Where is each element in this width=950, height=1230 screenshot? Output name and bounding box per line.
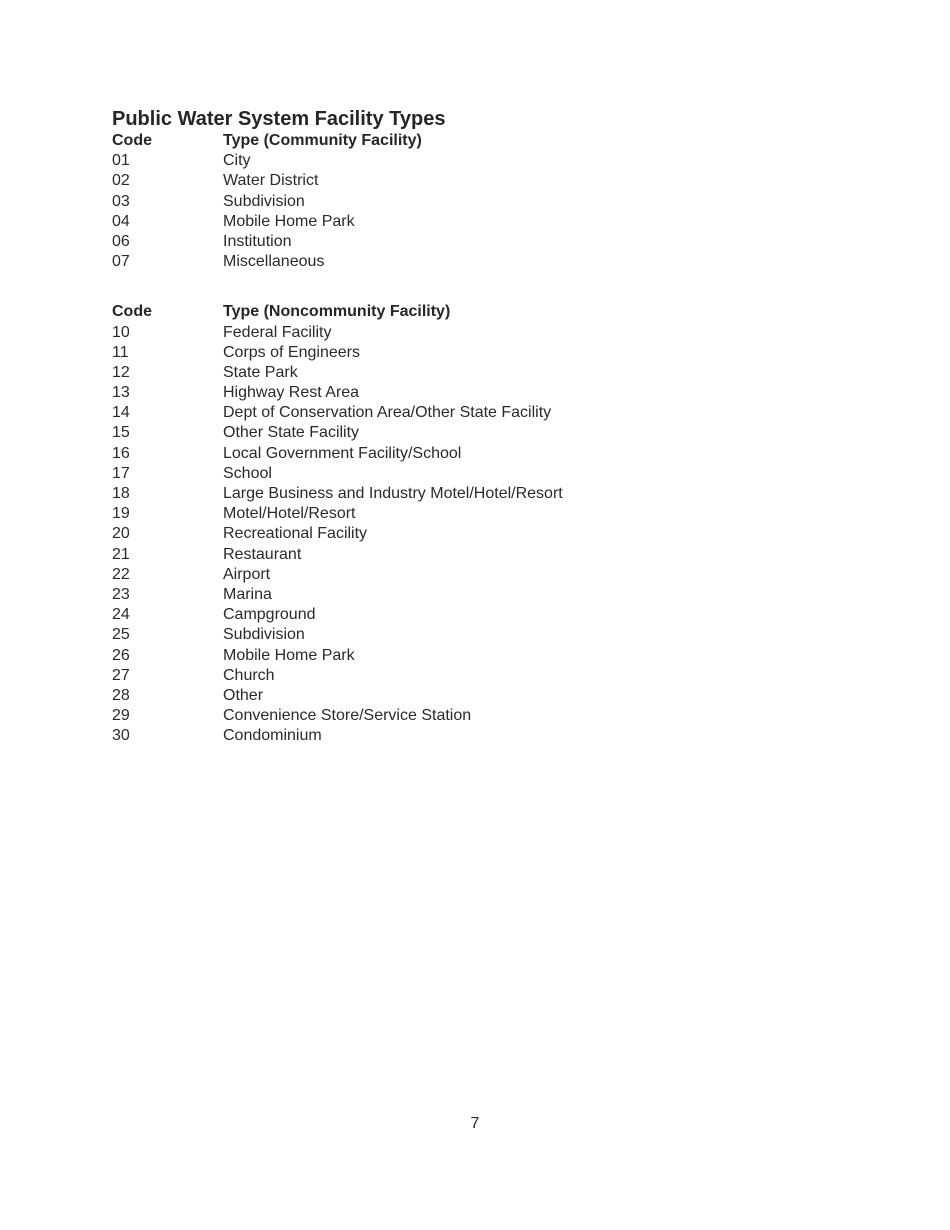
- facility-type: Restaurant: [223, 545, 302, 563]
- facility-type: Airport: [223, 565, 271, 583]
- facility-code: 15: [112, 424, 130, 442]
- facility-type: Large Business and Industry Motel/Hotel/Resort: [223, 485, 563, 502]
- facility-code: 01: [112, 152, 130, 170]
- facility-code: 06: [112, 232, 130, 250]
- facility-code: 25: [112, 626, 130, 644]
- page-content: [112, 108, 832, 746]
- facility-type: School: [223, 464, 272, 482]
- facility-type: Federal Facility: [223, 323, 332, 341]
- table-row: [112, 686, 832, 706]
- facility-code: 23: [112, 585, 130, 603]
- facility-code: 24: [112, 606, 130, 624]
- facility-code: 26: [112, 646, 130, 664]
- facility-type: Other: [223, 686, 264, 704]
- facility-type: Convenience Store/Service Station: [223, 707, 472, 725]
- table-row: [112, 323, 832, 343]
- facility-code: 19: [112, 505, 130, 523]
- table-row: [112, 383, 832, 403]
- facility-type: Corps of Engineers: [223, 343, 360, 361]
- community-rows: [112, 151, 832, 272]
- type-column-header: Type (Community Facility): [223, 132, 422, 149]
- facility-code: 18: [112, 485, 130, 502]
- table-row: [112, 252, 832, 272]
- table-row: [112, 423, 832, 443]
- facility-code: 12: [112, 363, 130, 381]
- table-row: [112, 403, 832, 423]
- table-row: [112, 171, 832, 191]
- facility-code: 16: [112, 444, 130, 462]
- table-row: [112, 212, 832, 232]
- facility-type: Subdivision: [223, 192, 305, 210]
- facility-code: 07: [112, 253, 130, 271]
- facility-type: Campground: [223, 606, 316, 624]
- table-row: [112, 625, 832, 645]
- table-row: [112, 545, 832, 565]
- table-row: [112, 666, 832, 686]
- facility-code: 29: [112, 707, 130, 725]
- page-title: Public Water System Facility Types: [112, 108, 446, 130]
- facility-type: Marina: [223, 585, 272, 603]
- page-number: 7: [470, 1115, 480, 1132]
- facility-type: Miscellaneous: [223, 253, 325, 271]
- table-row: [112, 343, 832, 363]
- facility-code: 30: [112, 727, 130, 745]
- facility-type: Church: [223, 666, 275, 684]
- table-row: [112, 444, 832, 464]
- table-row: [112, 726, 832, 746]
- facility-code: 02: [112, 172, 130, 190]
- table-row: [112, 706, 832, 726]
- facility-code: 14: [112, 404, 130, 422]
- facility-type: Motel/Hotel/Resort: [223, 505, 356, 523]
- facility-code: 13: [112, 384, 130, 402]
- table-row: [112, 464, 832, 484]
- type-column-header: Type (Noncommunity Facility): [223, 303, 451, 321]
- table-row: [112, 565, 832, 585]
- facility-type: Subdivision: [223, 626, 305, 644]
- facility-type: Dept of Conservation Area/Other State Facility: [223, 404, 552, 422]
- facility-code: 04: [112, 212, 130, 230]
- facility-type: Condominium: [223, 727, 322, 745]
- facility-type: Highway Rest Area: [223, 384, 360, 402]
- noncommunity-rows: [112, 323, 832, 747]
- facility-code: 17: [112, 464, 130, 482]
- facility-type: City: [223, 152, 251, 170]
- facility-type: Mobile Home Park: [223, 212, 355, 230]
- facility-code: 03: [112, 192, 130, 210]
- code-column-header: Code: [112, 303, 152, 321]
- facility-type: State Park: [223, 363, 298, 381]
- table-row: [112, 363, 832, 383]
- facility-type: Other State Facility: [223, 424, 360, 442]
- facility-code: 28: [112, 686, 130, 704]
- table-row: [112, 484, 832, 504]
- code-column-header: Code: [112, 132, 152, 149]
- facility-type: Recreational Facility: [223, 525, 368, 543]
- community-facility-table: [112, 131, 832, 272]
- facility-code: 21: [112, 545, 130, 563]
- facility-code: 22: [112, 565, 130, 583]
- table-row: [112, 504, 832, 524]
- facility-code: 20: [112, 525, 130, 543]
- facility-type: Mobile Home Park: [223, 646, 355, 664]
- table-row: [112, 524, 832, 544]
- table-header: [112, 131, 832, 151]
- facility-type: Institution: [223, 232, 292, 250]
- facility-code: 10: [112, 323, 130, 341]
- table-row: [112, 232, 832, 252]
- table-row: [112, 151, 832, 171]
- facility-code: 11: [112, 343, 129, 361]
- facility-type: Water District: [223, 172, 319, 190]
- facility-code: 27: [112, 666, 130, 684]
- noncommunity-facility-table: [112, 302, 832, 746]
- table-row: [112, 192, 832, 212]
- table-row: [112, 585, 832, 605]
- table-header: [112, 302, 832, 322]
- table-row: [112, 605, 832, 625]
- facility-type: Local Government Facility/School: [223, 444, 462, 462]
- table-row: [112, 646, 832, 666]
